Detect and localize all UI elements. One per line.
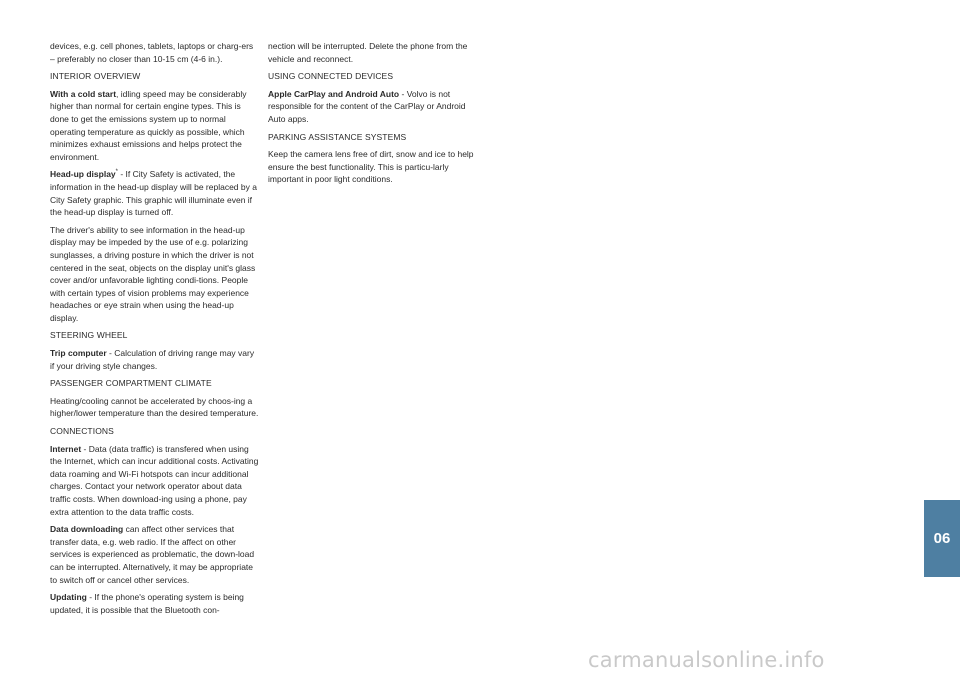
hud-text: - If City Safety is activated, the information in the head-up display will be replaced by a City Safety graphic. This graphic will illuminate even if the head-up display is turned off. (50, 169, 257, 218)
downloading-text: can affect other services that transfer data, e.g. web radio. If the affect on other services is experienced as problematic, the down-load can be interrupted. Alternatively, it may be appropriate to switch off or cancel other services. (50, 524, 255, 585)
cold-start-term: With a cold start (50, 88, 117, 99)
chapter-number: 06 (933, 530, 951, 547)
watermark: carmanualsonline.info (588, 648, 825, 672)
climate-heading: PASSENGER COMPARTMENT CLIMATE (50, 378, 212, 389)
trip-computer-term: Trip computer (50, 348, 107, 359)
cold-start-text: , idling speed may be considerably higher than normal for certain engine types. This is done to get the emissions system up to normal operating temperature as quickly as possible, which minimizes exhaust emissions and helps protect the environment. (50, 88, 247, 162)
carplay-text: - Volvo is not responsible for the content of the CarPlay or Android Auto apps. (268, 88, 466, 124)
left-column (50, 40, 260, 621)
interior-overview-heading: INTERIOR OVERVIEW (50, 71, 141, 82)
hud-vision-paragraph: The driver's ability to see information in the head-up display may be impeded by the use of e.g. polarizing sunglasses, a driving posture in which the driver is not centered in the seat, objects on the display unit's glass cover and/or unfavorable lighting condi-tions. People with certain types of vision problems may experience headaches or eye strain when using the head-up display. (50, 224, 256, 323)
right-column (268, 40, 478, 191)
climate-paragraph: Heating/cooling cannot be accelerated by choos-ing a higher/lower temperature than the desired temperature. (50, 395, 259, 419)
steering-wheel-heading: STEERING WHEEL (50, 330, 128, 341)
carplay-paragraph (268, 88, 478, 126)
carplay-term: Apple CarPlay and Android Auto (268, 88, 400, 99)
internet-term: Internet (50, 443, 82, 454)
downloading-paragraph (50, 523, 260, 586)
cold-start-paragraph (50, 88, 260, 164)
hud-asterisk: * (115, 169, 118, 176)
hud-paragraph (50, 168, 260, 218)
hud-term: Head-up display (50, 169, 116, 180)
downloading-term: Data downloading (50, 524, 124, 535)
parking-heading: PARKING ASSISTANCE SYSTEMS (268, 131, 407, 142)
connections-heading: CONNECTIONS (50, 426, 114, 437)
intro-paragraph: devices, e.g. cell phones, tablets, laptops or charg-ers – preferably no closer than 10-15 cm (4-6 in.). (50, 41, 254, 64)
chapter-tab (924, 500, 960, 577)
parking-paragraph: Keep the camera lens free of dirt, snow and ice to help ensure the best functionality. This is particu-larly important in poor light conditions. (268, 149, 474, 185)
connected-devices-heading: USING CONNECTED DEVICES (268, 71, 394, 82)
internet-text: - Data (data traffic) is transfered when using the Internet, which can incur additional costs. Activating data roaming and Wi-Fi hotspots can incur additional charges. Contact your network operator about data traffic costs. When download-ing using a phone, pay extra attention to the data traffic costs. (50, 443, 259, 517)
updating-paragraph (50, 591, 260, 616)
updating-term: Updating (50, 592, 87, 603)
continuation-paragraph: nection will be interrupted. Delete the phone from the vehicle and reconnect. (268, 41, 468, 64)
trip-computer-paragraph (50, 347, 260, 372)
updating-text: - If the phone's operating system is being updated, it is possible that the Bluetooth con- (50, 592, 244, 615)
trip-computer-text: - Calculation of driving range may vary if your driving style changes. (50, 348, 255, 371)
internet-paragraph (50, 443, 260, 519)
